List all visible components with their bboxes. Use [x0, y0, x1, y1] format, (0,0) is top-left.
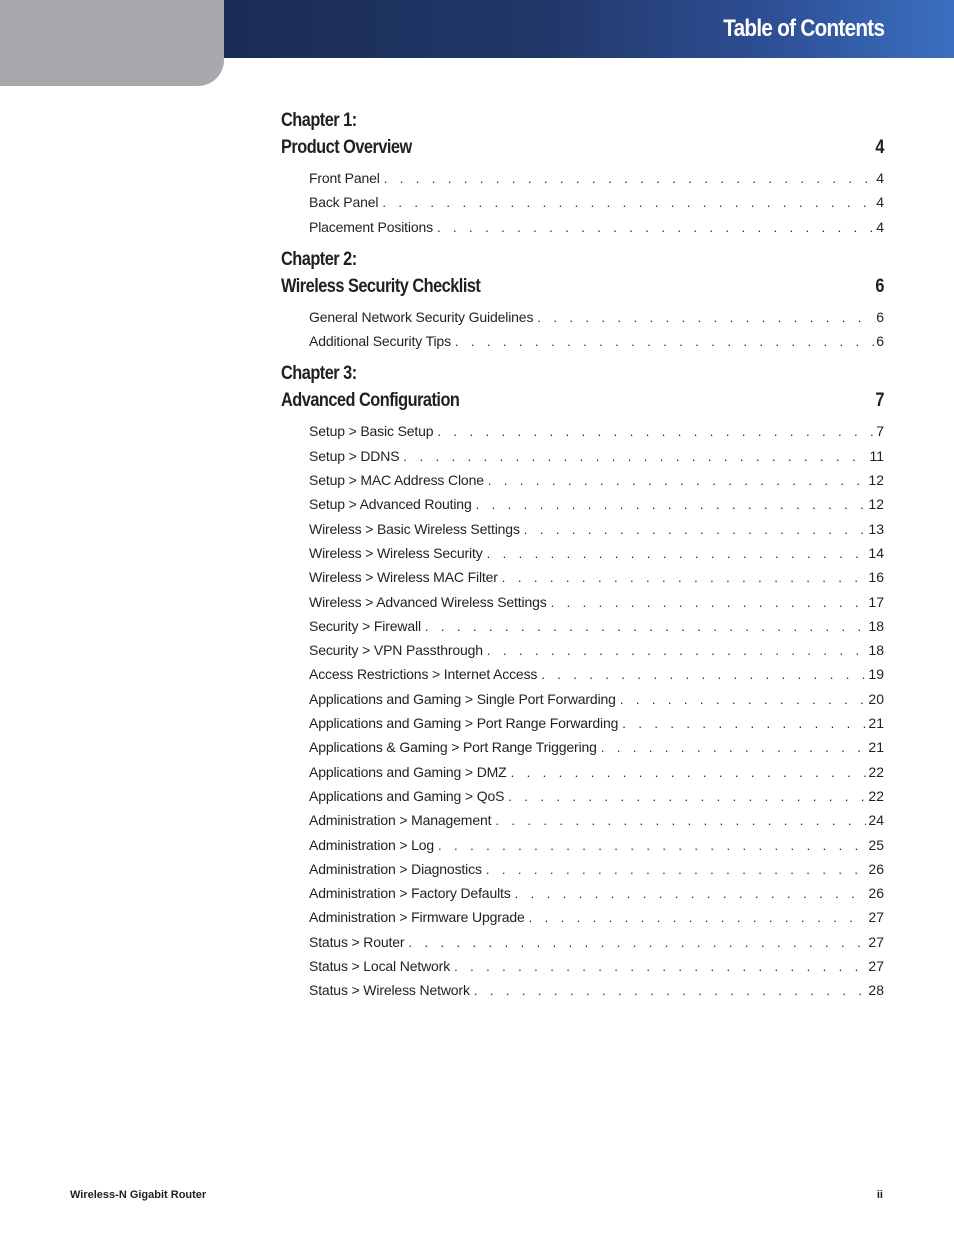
toc-entry-title: Wireless > Wireless Security: [309, 544, 483, 561]
toc-entry-title: Applications and Gaming > Port Range Forwarding: [309, 715, 619, 732]
chapter-page-number: 7: [875, 390, 884, 412]
dot-leader: [403, 445, 867, 469]
toc-entry-title: Administration > Diagnostics: [309, 860, 482, 877]
toc-entry-title: Administration > Management: [309, 812, 492, 829]
chapter-heading[interactable]: [281, 134, 884, 161]
chapter-label: Chapter 1:: [281, 110, 357, 131]
toc-entry[interactable]: [309, 881, 884, 905]
chapter-section: [281, 247, 884, 354]
dot-leader: [541, 663, 866, 687]
toc-entry-page: 26: [868, 860, 884, 877]
toc-entry-page: 24: [868, 812, 884, 829]
toc-entry-title: Security > Firewall: [309, 617, 421, 634]
corner-tab: [0, 0, 224, 86]
toc-entry-page: 4: [876, 218, 884, 235]
toc-entry[interactable]: [309, 808, 884, 832]
toc-entry-title: Status > Local Network: [309, 958, 451, 975]
toc-entry[interactable]: [309, 687, 884, 711]
toc-entry-page: 28: [868, 982, 884, 999]
toc-entry-title: Wireless > Basic Wireless Settings: [309, 520, 520, 537]
dot-leader: [551, 591, 867, 615]
toc-entry-page: 12: [868, 472, 884, 489]
toc-entry[interactable]: [309, 590, 884, 614]
toc-entry[interactable]: [309, 784, 884, 808]
dot-leader: [384, 167, 874, 191]
header-bar: [224, 0, 954, 58]
toc-entry-title: Administration > Log: [309, 836, 435, 853]
toc-entry[interactable]: [309, 190, 884, 214]
toc-entry[interactable]: [309, 978, 884, 1002]
toc-entry-title: Back Panel: [309, 194, 379, 211]
toc-entry[interactable]: [309, 305, 884, 329]
toc-entry-list: [281, 305, 884, 354]
dot-leader: [438, 834, 866, 858]
toc-entry[interactable]: [309, 735, 884, 759]
toc-entry-page: 18: [868, 642, 884, 659]
toc-entry-page: 11: [869, 447, 884, 464]
chapter-section: [281, 361, 884, 1002]
toc-entry-title: Additional Security Tips: [309, 333, 451, 350]
toc-entry-page: 7: [876, 423, 884, 440]
toc-entry-page: 4: [876, 194, 884, 211]
chapter-title: Wireless Security Checklist: [281, 275, 481, 297]
toc-entry[interactable]: [309, 329, 884, 353]
toc-entry-title: Front Panel: [309, 170, 380, 186]
toc-entry-page: 18: [868, 617, 884, 634]
dot-leader: [454, 955, 866, 979]
toc-entry[interactable]: [309, 468, 884, 492]
chapter-heading[interactable]: [281, 273, 884, 300]
chapter-section: [281, 108, 884, 239]
dot-leader: [437, 216, 874, 240]
chapter-title: Advanced Configuration: [281, 390, 460, 412]
toc-entry-page: 27: [868, 909, 884, 926]
chapter-title: Product Overview: [281, 137, 412, 158]
toc-entry-page: 14: [868, 544, 884, 561]
toc-entry-title: Setup > DDNS: [309, 447, 400, 464]
dot-leader: [508, 785, 866, 809]
toc-entry-title: Administration > Factory Defaults: [309, 885, 511, 902]
toc-entry-page: 6: [876, 308, 884, 325]
table-of-contents: [281, 108, 884, 1011]
toc-entry-page: 6: [876, 333, 884, 350]
toc-entry-title: General Network Security Guidelines: [309, 308, 534, 325]
toc-entry[interactable]: [309, 711, 884, 735]
toc-entry[interactable]: [309, 166, 884, 190]
toc-entry-page: 21: [868, 739, 884, 756]
dot-leader: [382, 191, 874, 215]
toc-entry[interactable]: [309, 541, 884, 565]
dot-leader: [425, 615, 867, 639]
toc-entry-title: Security > VPN Passthrough: [309, 642, 483, 659]
toc-entry-page: 22: [868, 787, 884, 804]
chapter-label: Chapter 2:: [281, 248, 357, 270]
dot-leader: [511, 761, 867, 785]
toc-entry-title: Status > Router: [309, 933, 405, 950]
toc-entry[interactable]: [309, 833, 884, 857]
dot-leader: [529, 906, 867, 930]
toc-entry-page: 26: [868, 885, 884, 902]
toc-entry-title: Applications and Gaming > Single Port Forwarding: [309, 690, 616, 707]
toc-entry[interactable]: [309, 565, 884, 589]
dot-leader: [486, 858, 867, 882]
toc-entry-page: 25: [868, 836, 884, 853]
toc-entry[interactable]: [309, 760, 884, 784]
toc-entry-page: 27: [868, 933, 884, 950]
dot-leader: [622, 712, 866, 736]
dot-leader: [487, 542, 867, 566]
footer-page-number: ii: [876, 1189, 883, 1201]
dot-leader: [601, 736, 867, 760]
footer-product-name: Wireless-N Gigabit Router: [70, 1189, 207, 1201]
toc-entry-page: 22: [868, 763, 884, 780]
dot-leader: [455, 330, 874, 354]
toc-entry-page: 27: [868, 958, 884, 975]
toc-entry-title: Setup > Advanced Routing: [309, 496, 472, 513]
toc-entry-page: 13: [868, 520, 884, 537]
toc-entry-title: Setup > MAC Address Clone: [309, 472, 484, 489]
toc-entry-page: 19: [868, 666, 884, 683]
toc-entry[interactable]: [309, 419, 884, 443]
dot-leader: [408, 931, 866, 955]
toc-entry-title: Applications and Gaming > QoS: [309, 787, 505, 804]
dot-leader: [437, 420, 874, 444]
toc-entry-page: 21: [868, 715, 884, 732]
toc-entry[interactable]: [309, 638, 884, 662]
dot-leader: [515, 882, 867, 906]
toc-entry[interactable]: [309, 662, 884, 686]
toc-entry[interactable]: [309, 517, 884, 541]
chapter-label: Chapter 3:: [281, 363, 357, 385]
toc-entry-title: Wireless > Advanced Wireless Settings: [309, 593, 547, 610]
dot-leader: [537, 306, 874, 330]
toc-entry-list: [281, 419, 884, 1002]
chapter-page-number: 6: [875, 275, 884, 297]
toc-entry-title: Placement Positions: [309, 218, 433, 235]
toc-entry-page: 20: [868, 690, 884, 707]
chapter-page-number: 4: [875, 137, 884, 158]
toc-entry-list: [281, 166, 884, 239]
toc-entry[interactable]: [309, 954, 884, 978]
toc-entry-page: 4: [876, 170, 884, 186]
dot-leader: [502, 566, 867, 590]
toc-entry-title: Setup > Basic Setup: [309, 423, 434, 440]
dot-leader: [476, 493, 867, 517]
toc-entry[interactable]: [309, 614, 884, 638]
toc-entry-title: Wireless > Wireless MAC Filter: [309, 569, 498, 586]
toc-entry[interactable]: [309, 492, 884, 516]
dot-leader: [487, 639, 867, 663]
toc-entry-title: Applications and Gaming > DMZ: [309, 763, 507, 780]
dot-leader: [474, 979, 867, 1003]
toc-entry-page: 16: [868, 569, 884, 586]
toc-entry[interactable]: [309, 857, 884, 881]
toc-entry-page: 12: [868, 496, 884, 513]
dot-leader: [495, 809, 866, 833]
toc-entry[interactable]: [309, 930, 884, 954]
dot-leader: [620, 688, 867, 712]
toc-entry-title: Administration > Firmware Upgrade: [309, 909, 525, 926]
toc-entry-title: Applications & Gaming > Port Range Triggering: [309, 739, 597, 756]
toc-entry-page: 17: [868, 593, 884, 610]
toc-entry-title: Status > Wireless Network: [309, 982, 470, 999]
dot-leader: [524, 518, 867, 542]
toc-entry-title: Access Restrictions > Internet Access: [309, 666, 538, 683]
toc-entry[interactable]: [309, 444, 884, 468]
toc-entry[interactable]: [309, 905, 884, 929]
chapter-heading[interactable]: [281, 387, 884, 414]
toc-entry[interactable]: [309, 215, 884, 239]
page-title: Table of Contents: [722, 15, 884, 42]
dot-leader: [488, 469, 867, 493]
